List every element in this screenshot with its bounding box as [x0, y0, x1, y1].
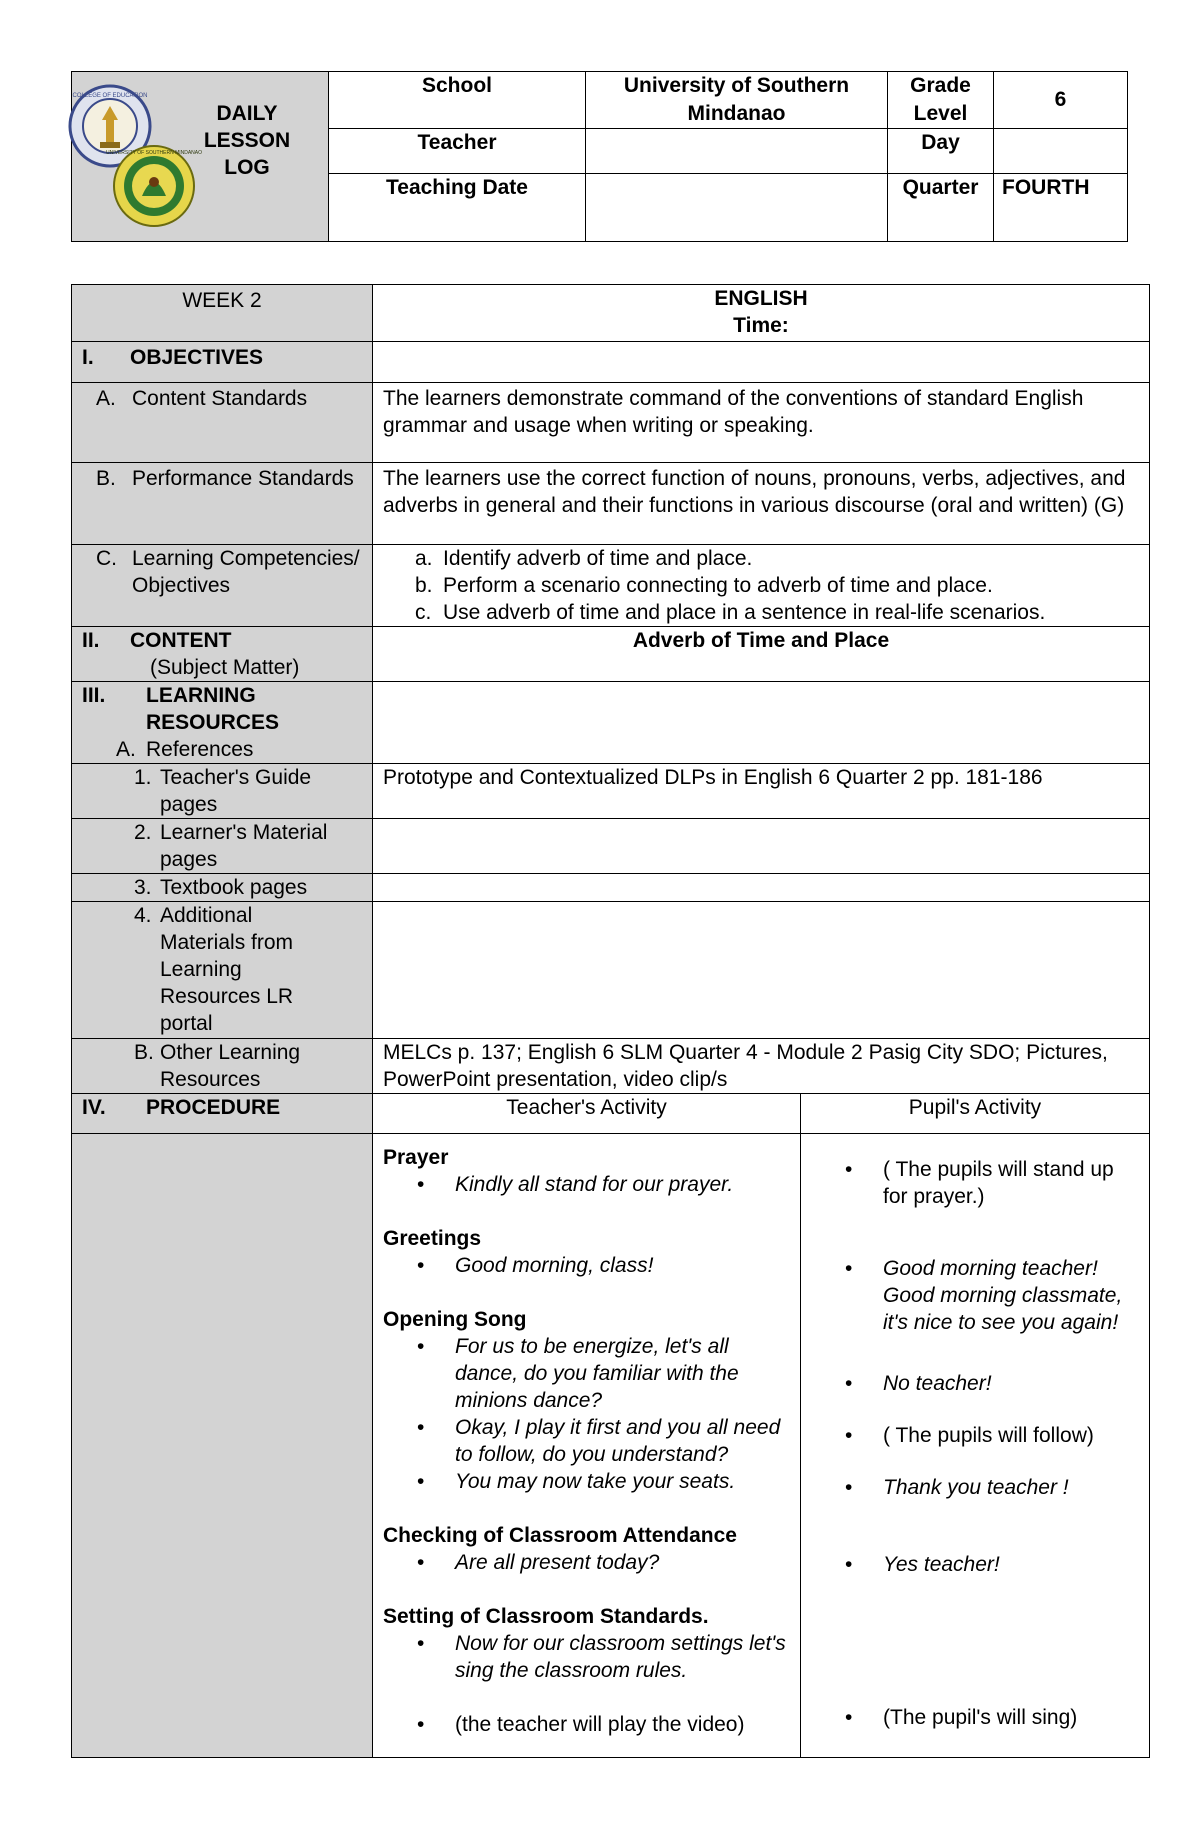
competencies-label: Learning Competencies/ Objectives [132, 547, 360, 597]
teacher-activity-cell [373, 1134, 801, 1758]
other-resources-value: MELCs p. 137; English 6 SLM Quarter 4 - Module 2 Pasig City SDO; Pictures, PowerPoint presentation, video clip/s [373, 1039, 1150, 1094]
teaching-date-value [586, 174, 888, 242]
opening-song-heading: Opening Song [383, 1308, 527, 1331]
teacher-line: • Now for our classroom settings let's sing the classroom rules. [383, 1630, 793, 1684]
teacher-line: • Good morning, class! [383, 1252, 793, 1279]
daily-lesson-log-title: DAILY LESSON LOG [203, 102, 291, 179]
pupil-line: • Good morning teacher! Good morning classmate, it's nice to see you again! [801, 1255, 1131, 1336]
teaching-date-label: Teaching Date [329, 174, 586, 242]
teacher-line: • For us to be energize, let's all dance, do you familiar with the minions dance? [383, 1333, 793, 1414]
teachers-guide-label: Teacher's Guide pages [160, 766, 312, 816]
competencies-row [72, 545, 1150, 627]
competency-item: a. Identify adverb of time and place. [415, 547, 753, 570]
teacher-line: • Are all present today? [383, 1549, 793, 1576]
pupil-line: • ( The pupils will stand up for prayer.) [801, 1156, 1131, 1210]
week-label: WEEK 2 [72, 285, 373, 342]
pupil-line: • (The pupil's will sing) [801, 1704, 1131, 1731]
procedure-left-blank [72, 1134, 373, 1758]
learners-material-label: Learner's Material pages [160, 821, 328, 871]
teacher-line: • Okay, I play it first and you all need to follow, do you understand? [383, 1414, 793, 1468]
quarter-value: FOURTH [994, 174, 1128, 242]
procedure-heading: IV. PROCEDURE [72, 1094, 373, 1134]
content-standards-row [72, 383, 1150, 463]
textbook-value [373, 874, 1150, 902]
objectives-row [72, 342, 1150, 383]
content-standards-label: Content Standards [132, 387, 308, 410]
textbook-label: Textbook pages [160, 876, 308, 899]
other-resources-row: B. Other Learning Resources MELCs p. 137; English 6 SLM Quarter 4 - Module 2 Pasig City SDO; Pictures, PowerPoint presentation, video clip/s [72, 1039, 1150, 1094]
prayer-heading: Prayer [383, 1146, 449, 1169]
content-value: Adverb of Time and Place [373, 627, 1150, 682]
pupil-line: • ( The pupils will follow) [801, 1422, 1131, 1449]
content-heading: II. CONTENT (Subject Matter) [72, 627, 373, 682]
grade-value: 6 [994, 72, 1128, 129]
classroom-standards-heading: Setting of Classroom Standards. [383, 1605, 709, 1628]
additional-materials-label: Additional Materials from Learning Resources LR portal [160, 904, 294, 1035]
pupil-line: • No teacher! [801, 1370, 1131, 1397]
school-value: University of Southern Mindanao [586, 72, 888, 129]
grade-label: Grade Level [888, 72, 994, 129]
pupil-activity-heading: Pupil's Activity [801, 1094, 1150, 1134]
svg-text:COLLEGE OF EDUCATION: COLLEGE OF EDUCATION [72, 93, 148, 99]
resources-value [373, 682, 1150, 764]
resources-heading: III. LEARNING RESOURCES A. References [72, 682, 373, 764]
performance-standards-label: Performance Standards [132, 467, 354, 490]
teacher-line: • (the teacher will play the video) [383, 1711, 793, 1738]
header-table [71, 71, 1128, 242]
teacher-label: Teacher [329, 129, 586, 174]
teachers-guide-row: 1. Teacher's Guide pages Prototype and Contextualized DLPs in English 6 Quarter 2 pp. 181-186 [72, 764, 1150, 819]
day-value [994, 129, 1128, 174]
objectives-value [373, 342, 1150, 383]
pupil-activity-cell [801, 1134, 1150, 1758]
textbook-row: 3. Textbook pages [72, 874, 1150, 902]
learners-material-value [373, 819, 1150, 874]
additional-materials-row: 4. Additional Materials from Learning Resources LR portal [72, 902, 1150, 1039]
pupil-line: • Yes teacher! [801, 1551, 1131, 1578]
teachers-guide-value: Prototype and Contextualized DLPs in English 6 Quarter 2 pp. 181-186 [373, 764, 1150, 819]
competency-item: c. Use adverb of time and place in a sentence in real-life scenarios. [415, 601, 1046, 624]
week-row [72, 285, 1150, 342]
objectives-heading: I. OBJECTIVES [72, 342, 373, 383]
procedure-content-row [72, 1134, 1150, 1758]
teacher-activity-heading: Teacher's Activity [373, 1094, 801, 1134]
greetings-heading: Greetings [383, 1227, 482, 1250]
additional-materials-value [373, 902, 1150, 1039]
content-row [72, 627, 1150, 682]
svg-text:UNIVERSITY OF SOUTHERN MINDANA: UNIVERSITY OF SOUTHERN MINDANAO [105, 150, 203, 156]
teacher-line: • Kindly all stand for our prayer. [383, 1171, 793, 1198]
time-label: Time: [733, 314, 789, 337]
content-standards-label-cell: A. Content Standards [72, 383, 373, 463]
competencies-list [373, 545, 1150, 627]
lesson-table [71, 284, 1150, 1758]
learners-material-row: 2. Learner's Material pages [72, 819, 1150, 874]
resources-row [72, 682, 1150, 764]
attendance-heading: Checking of Classroom Attendance [383, 1524, 737, 1547]
competency-item: b. Perform a scenario connecting to adverb of time and place. [415, 574, 993, 597]
subject-label: ENGLISH [714, 287, 808, 310]
performance-standards-label-cell: B. Performance Standards [72, 463, 373, 545]
content-standards-text: The learners demonstrate command of the conventions of standard English grammar and usage when writing or speaking. [373, 383, 1150, 463]
header-logo-cell [72, 72, 329, 242]
teacher-value [586, 129, 888, 174]
quarter-label: Quarter [888, 174, 994, 242]
subject-cell [373, 285, 1150, 342]
pupil-line: • Thank you teacher ! [801, 1474, 1131, 1501]
performance-standards-text: The learners use the correct function of nouns, pronouns, verbs, adjectives, and adverbs in general and their functions in various discourse (oral and written) (G) [373, 463, 1150, 545]
procedure-row [72, 1094, 1150, 1134]
school-label: School [329, 72, 586, 129]
day-label: Day [888, 129, 994, 174]
other-resources-label: Other Learning Resources [160, 1041, 301, 1091]
performance-standards-row [72, 463, 1150, 545]
competencies-label-cell: C. Learning Competencies/ Objectives [72, 545, 373, 627]
teacher-line: • You may now take your seats. [383, 1468, 793, 1495]
